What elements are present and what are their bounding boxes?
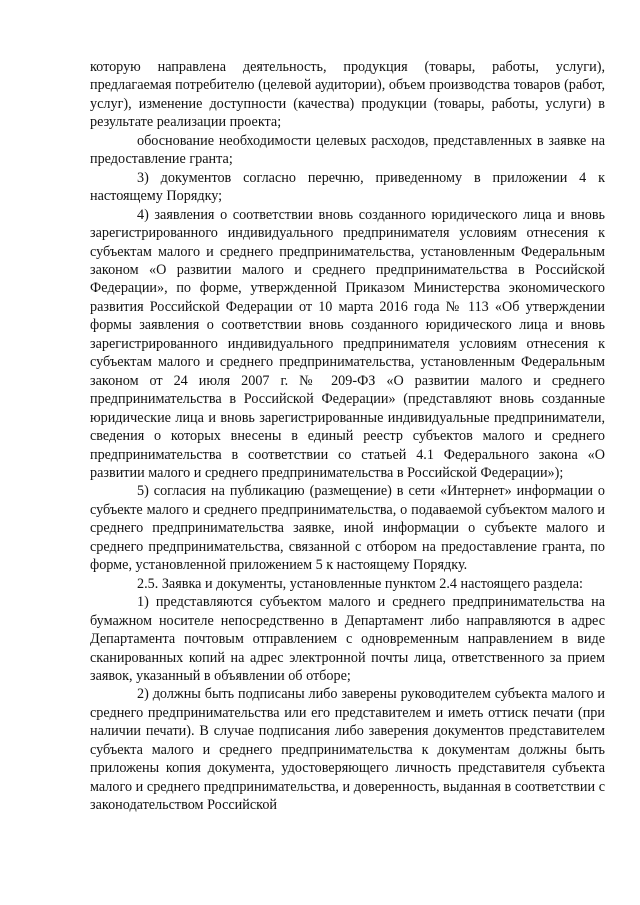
paragraph-3: 3) документов согласно перечню, приведенному в приложении 4 к настоящему Порядку;: [90, 169, 605, 205]
paragraph-6: 2.5. Заявка и документы, установленные пунктом 2.4 настоящего раздела:: [137, 575, 583, 592]
paragraph-7: 1) представляются субъектом малого и среднего предпринимательства на бумажном носителе непосредственно в Департамент либо направляются в адрес Департамента почтовым отправлением с одновременным направлением в виде сканированных копий на адрес электронной почты лица, ответственного за прием заявок, указанный в объявлении об отборе;: [90, 594, 605, 684]
paragraph-2: обоснование необходимости целевых расходов, представленных в заявке на предоставление гранта;: [90, 132, 605, 168]
paragraph-5: 5) согласия на публикацию (размещение) в сети «Интернет» информации о субъекте малого и среднего предпринимательства, о подаваемой субъектом малого и среднего предпринимательства заявке, иной информации о субъекте малого и среднего предпринимательства, связанной с отбором на предоставление гранта, по форме, установленной приложением 5 к настоящему Порядку.: [90, 483, 605, 574]
paragraph-1: которую направлена деятельность, продукция (товары, работы, услуги), предлагаемая потребителю (целевой аудитории), объем производства товаров (работ, услуг), изменение доступности (качества) продукции (товары, работы, услуги) в результате реализации проекта;: [90, 59, 605, 131]
document-body: [90, 58, 605, 815]
paragraph-4: 4) заявления о соответствии вновь созданного юридического лица и вновь зарегистрированного индивидуального предпринимателя условиям отнесения к субъектам малого и среднего предпринимательства, установленным Федеральным законом «О развитии малого и среднего предпринимательства в Российской Федерации», по форме, утвержденной Приказом Министерства экономического развития Российской Федерации от 10 марта 2016 года № 113 «Об утверждении формы заявления о соответствии вновь созданного юридического лица и вновь зарегистрированного индивидуального предпринимателя условиям отнесения к субъектам малого и среднего предпринимательства, установленным Федеральным законом от 24 июля 2007 г. № 209-ФЗ «О развитии малого и среднего предпринимательства в Российской Федерации» (представляют вновь созданные юридические лица и вновь зарегистрированные индивидуальные предприниматели, сведения о которых внесены в единый реестр субъектов малого и среднего предпринимательства в соответствии со статьей 4.1 Федерального закона «О развитии малого и среднего предпринимательства в Российской Федерации»);: [90, 206, 605, 481]
paragraph-8: 2) должны быть подписаны либо заверены руководителем субъекта малого и среднего предпринимательства или его представителем и иметь оттиск печати (при наличии печати). В случае подписания либо заверения документов представителем субъекта малого и среднего предпринимательства к документам должны быть приложены копия документа, удостоверяющего личность представителя субъекта малого и среднего предпринимательства, и доверенность, выданная в соответствии с законодательством Российской: [90, 686, 605, 814]
